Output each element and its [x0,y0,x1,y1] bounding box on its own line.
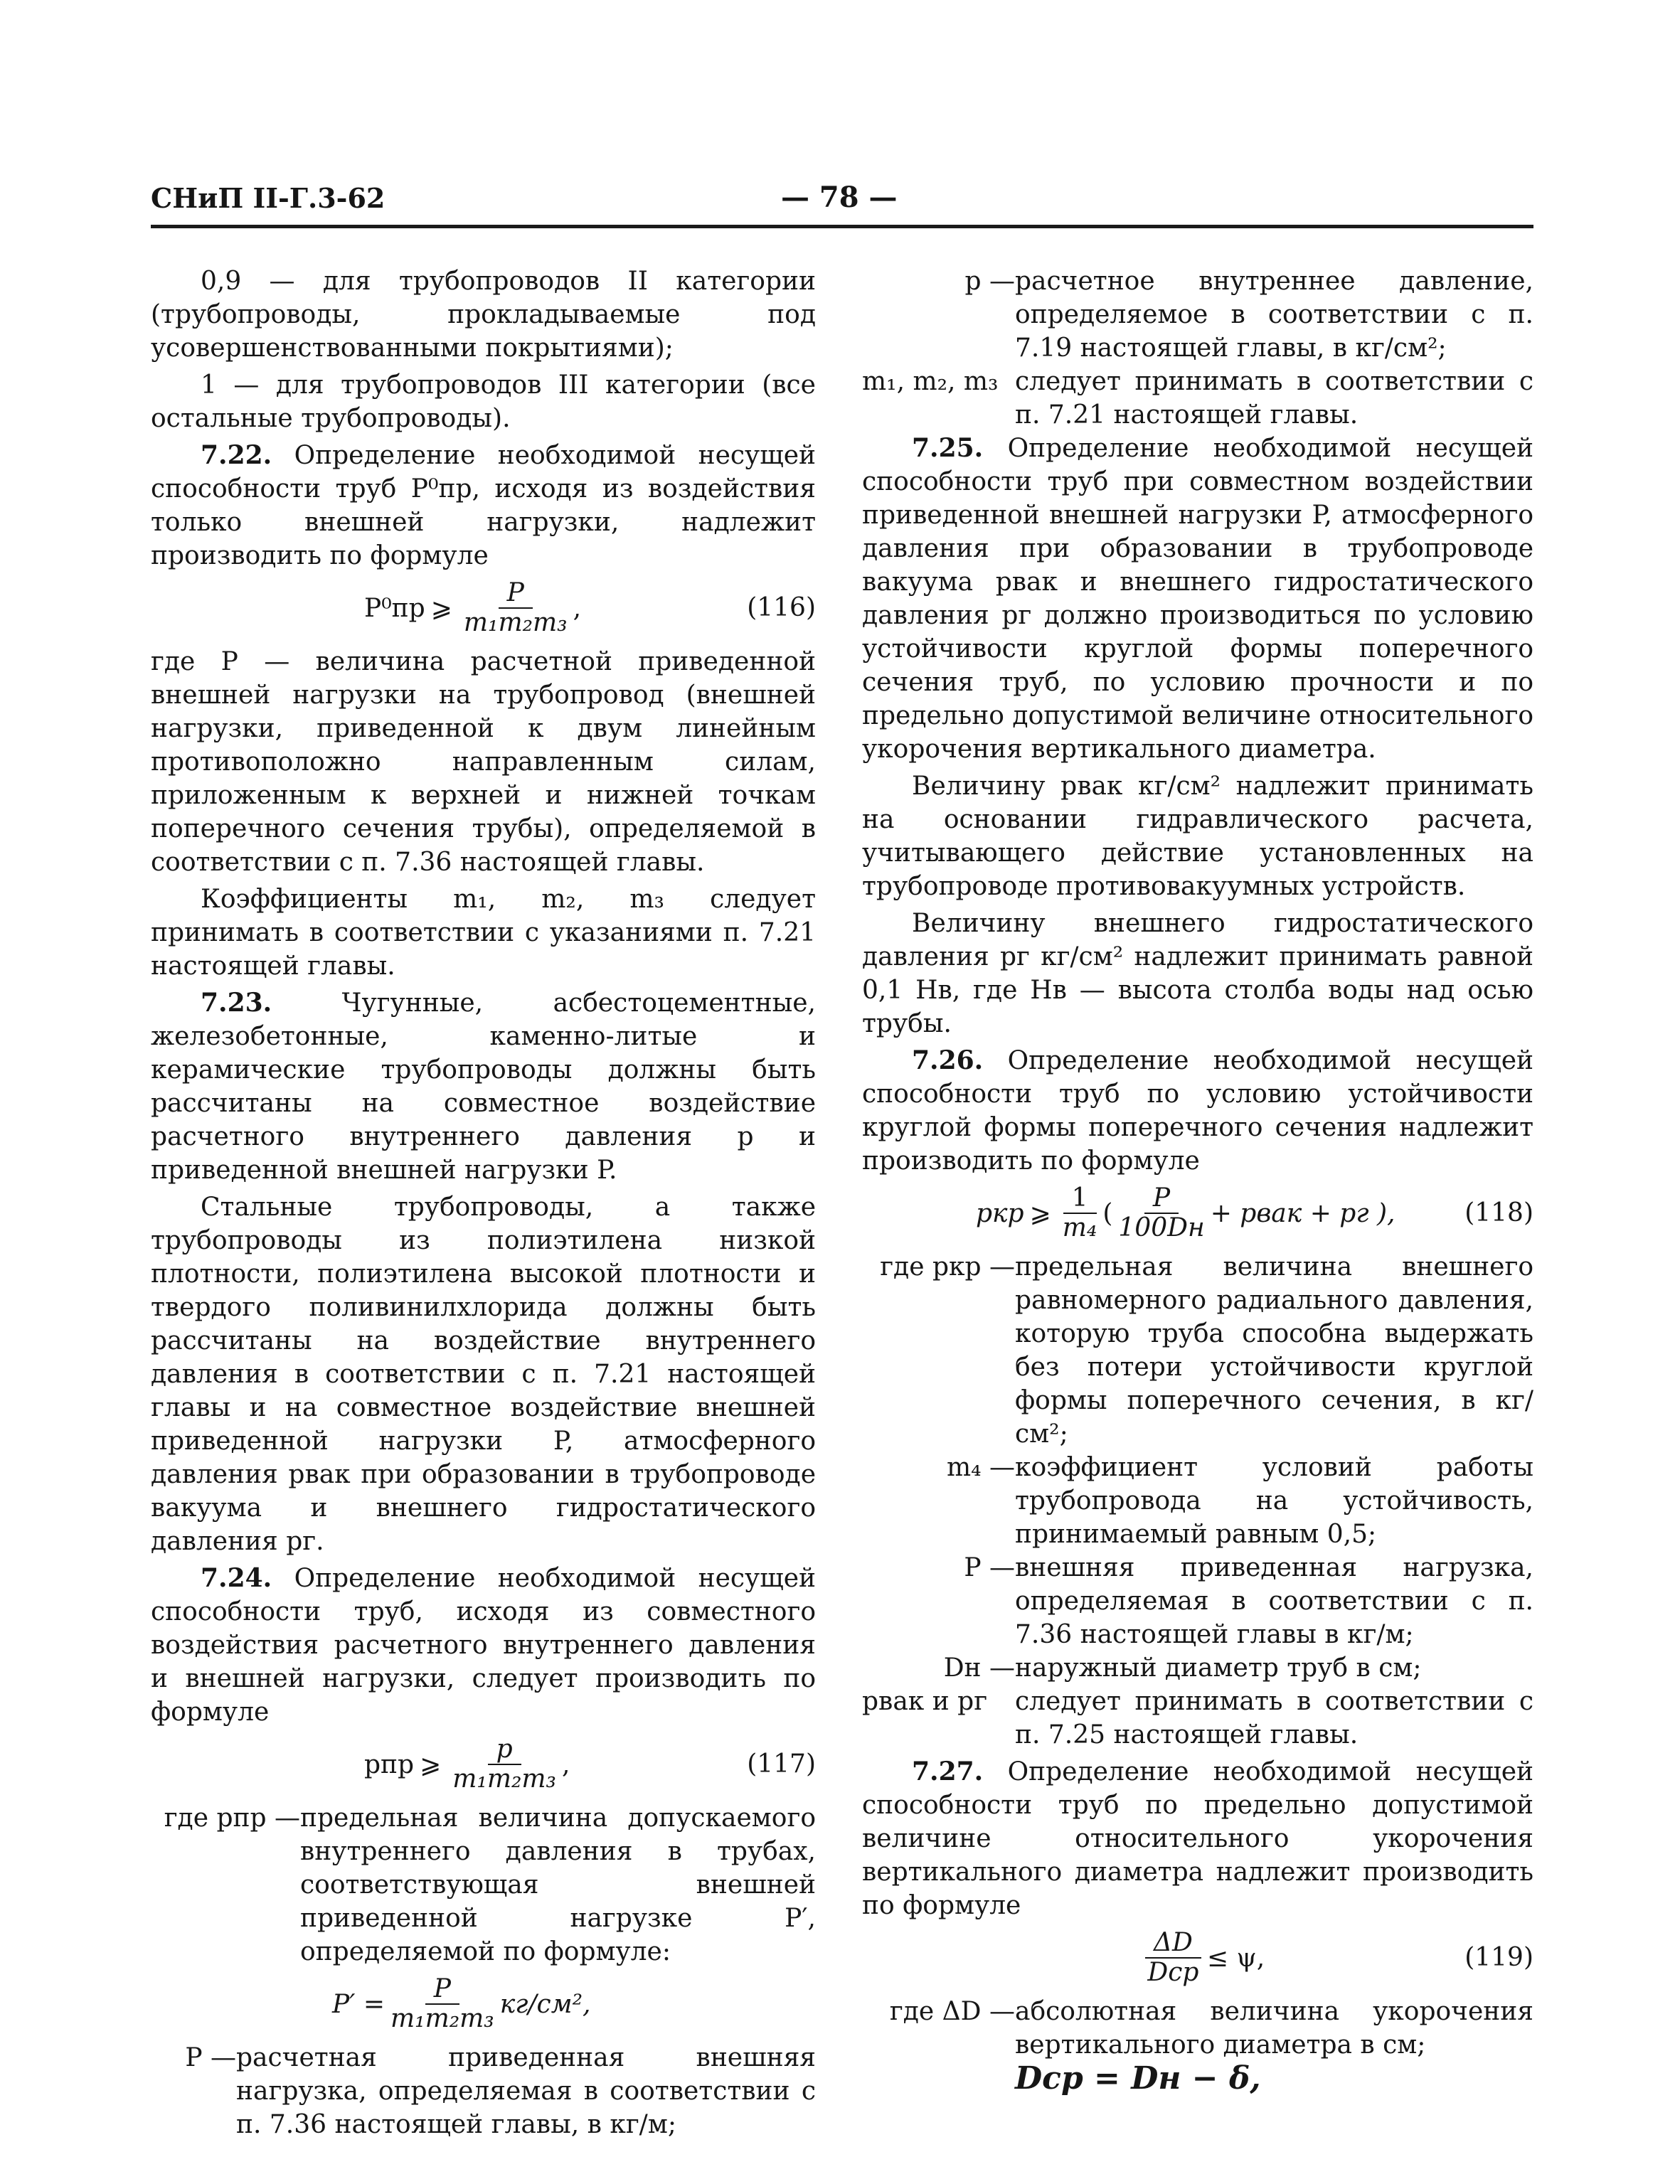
definition-text: предельная величина допускаемого внутреннего давления в трубах, соответствующая внешней приведенной нагрузке P′, определяемой по формуле: [300,1804,816,1966]
section-text: Определение необходимой несущей способности труб, исходя из совместного воздействия расчетного внутреннего давления и внешней нагрузки, следует производить по формуле [151,1564,816,1727]
definition-p [862,265,1533,365]
formula-117: pпр ⩾ $\frac{p}{\text{m₁m₂m₃}}$ , (117) [364,1735,816,1794]
definition-text: коэффициент условий работы трубопровода на устойчивость, принимаемый равным 0,5; [1015,1453,1533,1549]
formula-lhs: P′ = [332,1989,386,2019]
fraction [1145,1929,1201,1987]
section-7-24 [151,1562,816,1729]
formula-lhs: pкр [976,1198,1024,1228]
fraction [1063,1184,1097,1242]
geq-sign: ⩾ [420,1749,442,1779]
definition-P [151,2041,816,2141]
denominator: m₁m₂m₃ [463,608,568,637]
section-number: 7.26. [912,1045,984,1075]
formula-number: (116) [747,593,816,622]
definition-term: P — [185,2043,236,2072]
numerator: P [433,1974,451,2003]
header-rule [151,225,1533,228]
section-text: Чугунные, асбестоцементные, железобетонные, каменно-литые и керамические трубопроводы должны быть рассчитаны на совместное воздействие расчетного внутреннего давления p и приведенной внешней нагрузки P. [151,989,816,1185]
left-column [151,265,816,2141]
definition-term: где pкр — [880,1252,1015,1282]
definition-term: Dн — [943,1653,1015,1683]
section-7-23 [151,986,816,1187]
formula-unit: кг/см², [499,1989,591,2019]
denominator: m₁m₂m₃ [452,1764,556,1794]
definition-m [862,365,1533,432]
formula-text: Dср = Dн − δ, [1015,2060,1261,2097]
section-number: 7.24. [201,1563,272,1593]
paragraph: 1 — для трубопроводов III категории (все остальные трубопроводы). [151,371,816,433]
paragraph: 0,9 — для трубопроводов II категории (трубопроводы, прокладываемые под усовершенствованными покрытиями); [151,267,816,363]
numerator: P [1152,1183,1171,1213]
numerator: ΔD [1154,1928,1193,1957]
section-7-26 [862,1044,1533,1178]
definition-term: P — [964,1553,1015,1582]
fraction [464,579,568,637]
section-7-25 [862,432,1533,766]
definition-text: внешняя приведенная нагрузка, определяемая в соответствии с п. 7.36 настоящей главы в кг/м; [1015,1553,1533,1649]
section-number: 7.25. [912,433,984,463]
geq-sign: ⩾ [1029,1198,1051,1228]
definition-term: p — [964,267,1015,296]
section-text: Определение необходимой несущей способности труб при совместном воздействии приведенной внешней нагрузки P, атмосферного давления при образовании в трубопроводе вакуума pвак и внешнего гидростатического давления pг должно производиться по условию устойчивости круглой формы поперечного сечения труб, по условию прочности и по предельно допустимой величине относительного укорочения вертикального диаметра. [862,434,1533,764]
definition-p-vak [862,1685,1533,1752]
definition-text: расчетная приведенная внешняя нагрузка, определяемая в соответствии с п. 7.36 настоящей главы, в кг/м; [236,2043,816,2139]
numerator: 1 [1063,1184,1097,1214]
paragraph: Величину pвак кг/см² надлежит принимать на основании гидравлического расчета, учитывающего действие установленных на трубопроводе противовакуумных устройств. [862,772,1533,901]
geq-sign: ⩾ [430,593,452,623]
formula-number: (117) [747,1749,816,1779]
definition-D-n [862,1651,1533,1685]
section-7-27 [862,1755,1533,1922]
denominator: 100Dн [1118,1213,1205,1242]
section-number: 7.22. [201,440,272,470]
formula-number: (118) [1464,1198,1533,1227]
denominator: m₁m₂m₃ [390,2004,494,2033]
formula-118: pкр ⩾ $\frac{1}{\text{m₄}}$ ( $\frac{P}{100Dн}$ + pвак + pг ), (118) [976,1183,1533,1242]
section-text: Определение необходимой несущей способности труб по предельно допустимой величине относительного укорочения вертикального диаметра надлежит производить по формуле [862,1757,1533,1920]
fraction [1118,1184,1204,1242]
denominator: Dср [1147,1958,1199,1987]
definition-text: расчетное внутреннее давление, определяемое в соответствии с п. 7.19 настоящей главы, в кг/см²; [1015,267,1533,363]
definition-P [862,1551,1533,1651]
formula-p-prime [151,1971,816,2037]
formula-d-sr [862,2062,1533,2097]
formula-lhs: pпр [364,1749,415,1779]
page-number: — 78 — [781,181,898,214]
section-number: 7.27. [912,1757,984,1786]
paragraph: Стальные трубопроводы, а также трубопроводы из полиэтилена низкой плотности, полиэтилена высокой плотности и твердого поливинилхлорида должны быть рассчитаны на воздействие внутреннего давления в соответствии с п. 7.21 настоящей главы и на совместное воздействие внешней приведенной нагрузки P, атмосферного давления pвак при образовании в трубопроводе вакуума и внешнего гидростатического давления pг. [151,1193,816,1556]
definition-p-pr [151,1801,816,1969]
definition-text: предельная величина внешнего равномерного радиального давления, которую труба способна выдержать без потери устойчивости круглой формы поперечного сечения, в кг/см²; [1015,1252,1533,1449]
formula-119 [862,1925,1533,1991]
paragraph: где P — величина расчетной приведенной внешней нагрузки на трубопровод (внешней нагрузки, приведенной к двум линейным противоположно направленным силам, приложенным к верхней и нижней точкам поперечного сечения трубы), определяемой в соответствии с п. 7.36 настоящей главы. [151,647,816,877]
numerator: p [496,1735,513,1764]
formula-rest: + pвак + pг ), [1210,1198,1395,1228]
formula-number: (119) [1464,1943,1533,1972]
section-text: Определение необходимой несущей способности труб P⁰пр, исходя из воздействия только внешней нагрузки, надлежит производить по формуле [151,441,816,570]
section-7-22 [151,439,816,572]
right-column [862,265,1533,2097]
definition-term: где pпр — [164,1804,300,1833]
definition-m4 [862,1451,1533,1551]
definition-delta-D [862,1995,1533,2062]
definition-text: следует принимать в соответствии с п. 7.25 настоящей главы. [1015,1687,1533,1749]
section-text: Определение необходимой несущей способности труб по условию устойчивости круглой формы поперечного сечения надлежит производить по формуле [862,1046,1533,1176]
definition-term: m₄ — [946,1453,1015,1482]
definition-term: где ΔD — [889,1997,1015,2026]
formula-116: P⁰пр ⩾ $\frac{P}{\text{m₁m₂m₃}}$ , (116) [364,578,816,637]
definition-text: следует принимать в соответствии с п. 7.21 настоящей главы. [1015,367,1533,430]
definition-text: наружный диаметр труб в см; [1015,1653,1422,1683]
document-code: СНиП II-Г.3-62 [151,182,386,214]
formula-rhs: ≤ ψ, [1206,1943,1265,1973]
paragraph: Величину внешнего гидростатического давления pг кг/см² надлежит принимать равной 0,1 Hв, где Hв — высота столба воды над осью трубы. [862,909,1533,1038]
paragraph: Коэффициенты m₁, m₂, m₃ следует принимать в соответствии с указаниями п. 7.21 настоящей главы. [151,885,816,981]
fraction [390,1975,494,2033]
fraction [452,1735,556,1794]
definition-p-kr [862,1250,1533,1451]
section-number: 7.23. [201,988,272,1018]
definition-term: m₁, m₂, m₃ [862,367,999,396]
numerator: P [506,578,524,607]
denominator: m₄ [1062,1213,1097,1242]
definition-text: абсолютная величина укорочения вертикального диаметра в см; [1015,1997,1533,2060]
formula-lhs: P⁰пр [364,593,425,623]
definition-term: pвак и pг [862,1687,988,1716]
